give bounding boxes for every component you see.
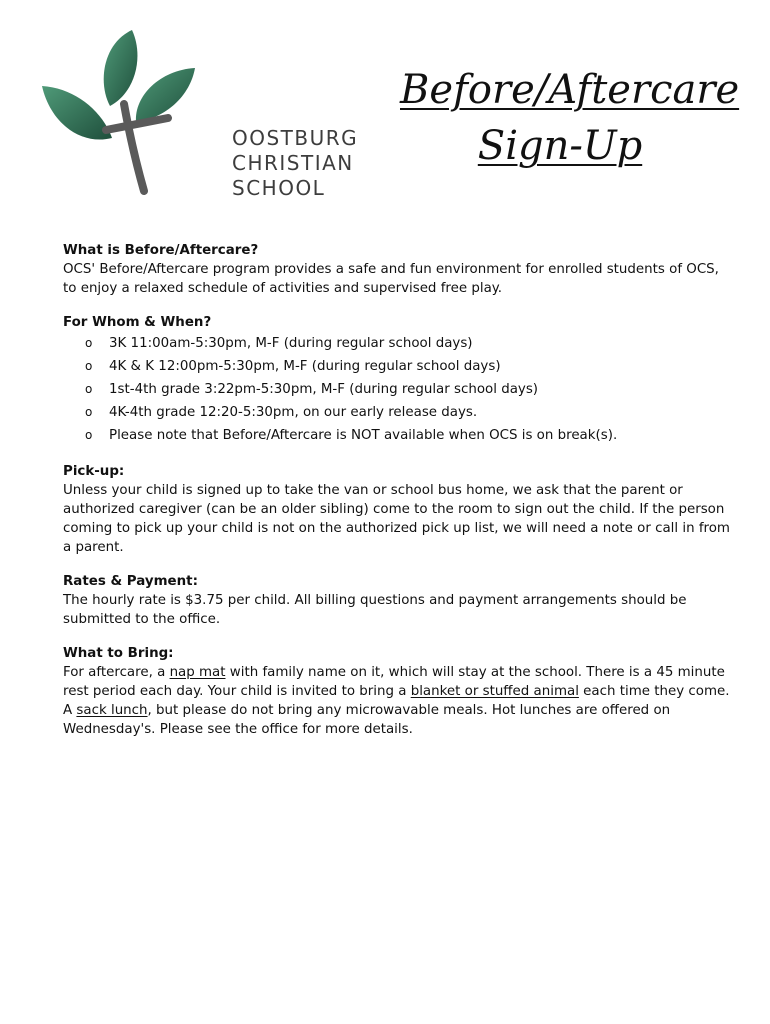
title-line-1: Before/Aftercare (400, 67, 740, 113)
leaf-icon (136, 68, 195, 122)
section-text: The hourly rate is $3.75 per child. All billing questions and payment arrangements should be submitted to the office. (63, 593, 687, 627)
leaf-icon (104, 30, 138, 106)
section-text: Unless your child is signed up to take the van or school bus home, we ask that the parent or authorized caregiver (can be an older sibling) come to the room to sign out the child. If the person coming to pick up your child is not on the authorized pick up list, we will need a note or call in from a parent. (63, 483, 730, 555)
bullet-icon: o (85, 359, 93, 373)
bullet-icon: o (85, 336, 93, 350)
underlined-item: sack lunch (76, 703, 148, 718)
school-logo (40, 26, 200, 196)
title-line-2: Sign-Up (477, 123, 643, 169)
section-text: For aftercare, a nap mat with family name on it, which will stay at the school. There is a 45 minute rest period each day. Your child is invited to bring a blanket or stuffed animal each time they come. A sack lunch, but please do not bring any microwavable meals. Hot lunches are offered on Wednesday's. Please see the office for more details. (63, 665, 730, 737)
section-rates (63, 572, 733, 629)
section-what-is (63, 241, 733, 298)
page-title (400, 62, 740, 174)
section-heading: What to Bring: (63, 646, 174, 661)
section-pickup (63, 462, 733, 557)
schedule-list (63, 332, 733, 447)
section-for-whom (63, 313, 733, 447)
bullet-icon: o (85, 405, 93, 419)
list-item: o 3K 11:00am-5:30pm, M-F (during regular school days) (63, 332, 733, 355)
school-name (232, 126, 358, 201)
section-text: OCS' Before/Aftercare program provides a safe and fun environment for enrolled students of OCS, to enjoy a relaxed schedule of activities and supervised free play. (63, 262, 719, 296)
underlined-item: blanket or stuffed animal (410, 684, 579, 699)
section-what-to-bring (63, 644, 733, 739)
list-item: o 1st-4th grade 3:22pm-5:30pm, M-F (during regular school days) (63, 378, 733, 401)
section-heading: For Whom & When? (63, 315, 212, 330)
bullet-icon: o (85, 428, 93, 442)
section-heading: Pick-up: (63, 464, 125, 479)
bullet-icon: o (85, 382, 93, 396)
section-heading: Rates & Payment: (63, 574, 198, 589)
leaf-icon (42, 86, 112, 140)
list-item: o 4K & K 12:00pm-5:30pm, M-F (during regular school days) (63, 355, 733, 378)
school-name-line: SCHOOL (232, 176, 326, 200)
school-name-line: OOSTBURG (232, 126, 359, 150)
school-name-line: CHRISTIAN (232, 151, 354, 175)
underlined-item: nap mat (169, 665, 226, 680)
section-heading: What is Before/Aftercare? (63, 243, 259, 258)
list-item: o Please note that Before/Aftercare is NOT available when OCS is on break(s). (63, 424, 733, 447)
list-item: o 4K-4th grade 12:20-5:30pm, on our early release days. (63, 401, 733, 424)
document-body (63, 241, 733, 754)
